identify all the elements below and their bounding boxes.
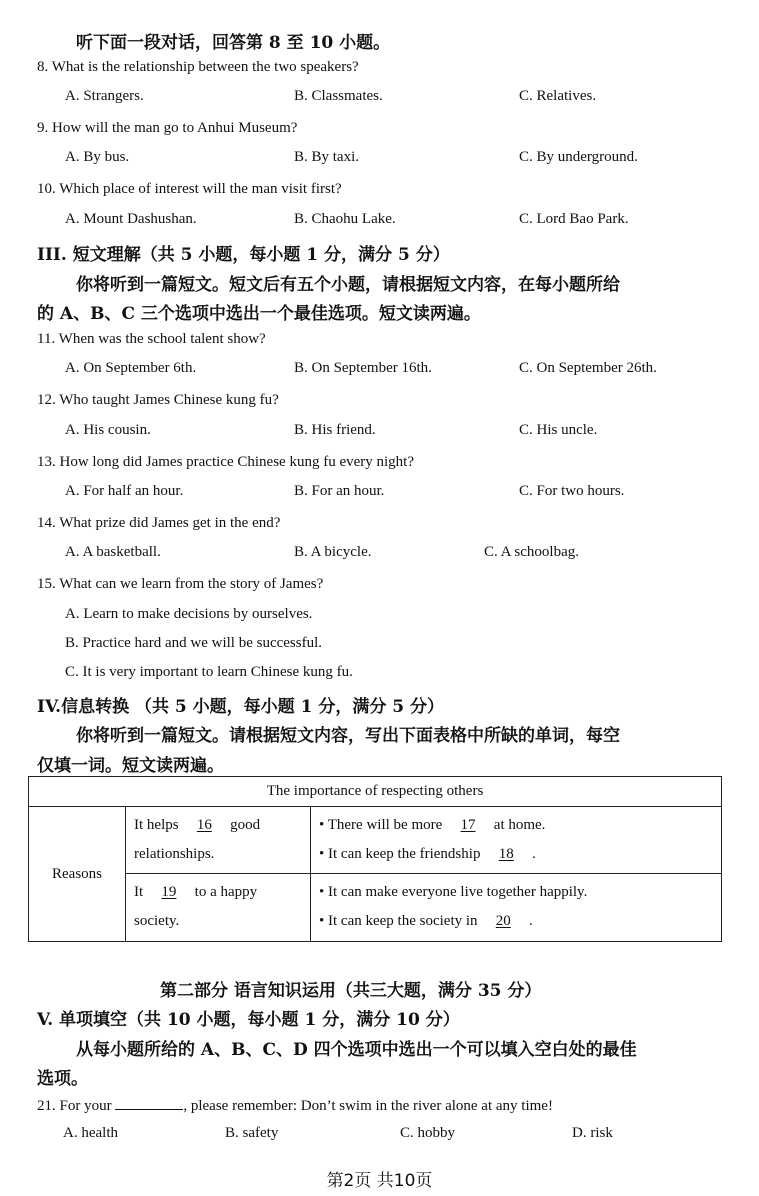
part3-instruction-1: 你将听到一篇短文。短文后有五个小题，请根据短文内容，在每小题所给 <box>76 275 620 295</box>
reason-1-details-cell <box>311 807 722 874</box>
q21-stem-a: 21. For your <box>37 1098 112 1114</box>
q10-option-a: A. Mount Dashushan. <box>65 211 197 227</box>
q15-option-a: A. Learn to make decisions by ourselves. <box>65 606 313 622</box>
question-15: 15. What can we learn from the story of James? <box>37 576 324 592</box>
detail-4-text: • It can keep the society in <box>319 913 478 929</box>
question-14: 14. What prize did James get in the end? <box>37 515 281 531</box>
q9-option-a: A. By bus. <box>65 149 130 165</box>
q21-option-c: C. hobby <box>400 1125 456 1141</box>
q11-option-b: B. On September 16th. <box>294 360 432 376</box>
reason-1-text: It helps <box>134 817 179 833</box>
detail-1-text: • There will be more <box>319 817 443 833</box>
reason-2-text-b: to a happy <box>194 884 258 900</box>
question-12: 12. Who taught James Chinese kung fu? <box>37 392 279 408</box>
blank-18[interactable]: 18 <box>498 846 514 862</box>
table-title <box>29 777 722 807</box>
q11-option-a: A. On September 6th. <box>65 360 197 376</box>
q21-blank[interactable] <box>115 1096 183 1110</box>
q13-option-c: C. For two hours. <box>519 483 625 499</box>
reason-1-cell <box>126 807 311 874</box>
q11-option-c: C. On September 26th. <box>519 360 657 376</box>
q21-option-b: B. safety <box>225 1125 279 1141</box>
reasons-cell <box>29 807 126 942</box>
blank-17[interactable]: 17 <box>460 817 476 833</box>
question-8: 8. What is the relationship between the two speakers? <box>37 59 359 75</box>
q21-option-a: A. health <box>63 1125 118 1141</box>
q8-option-a: A. Strangers. <box>65 88 144 104</box>
q14-option-c: C. A schoolbag. <box>484 544 580 560</box>
question-11: 11. When was the school talent show? <box>37 331 266 347</box>
part4-instruction-2: 仅填一词。短文读两遍。 <box>37 756 224 776</box>
q9-option-b: B. By taxi. <box>294 149 360 165</box>
q12-option-c: C. His uncle. <box>519 422 598 438</box>
table-title-text: The importance of respecting others <box>266 783 484 799</box>
q21-stem-b: , please remember: Don’t swim in the river alone at any time! <box>183 1098 553 1114</box>
q13-option-b: B. For an hour. <box>294 483 385 499</box>
part5-title: V. 单项填空（共 10 小题，每小题 1 分，满分 10 分） <box>37 1010 460 1030</box>
reason-2-text-c: society. <box>134 913 180 929</box>
detail-2-text-b: . <box>531 846 536 862</box>
q9-option-c: C. By underground. <box>519 149 638 165</box>
q15-option-b: B. Practice hard and we will be successful. <box>65 635 322 651</box>
detail-1-text-b: at home. <box>493 817 546 833</box>
q14-option-a: A. A basketball. <box>65 544 161 560</box>
detail-2-text: • It can keep the friendship <box>319 846 481 862</box>
q8-option-b: B. Classmates. <box>294 88 383 104</box>
part5-instruction-1: 从每小题所给的 A、B、C、D 四个选项中选出一个可以填入空白处的最佳 <box>76 1040 637 1060</box>
q15-option-c: C. It is very important to learn Chinese kung fu. <box>65 664 353 680</box>
q10-option-b: B. Chaohu Lake. <box>294 211 396 227</box>
question-21 <box>37 1096 553 1115</box>
q12-option-a: A. His cousin. <box>65 422 151 438</box>
blank-19[interactable]: 19 <box>161 884 177 900</box>
reason-1-text-b: good <box>230 817 261 833</box>
detail-3-text: • It can make everyone live together happily. <box>319 884 588 900</box>
page-footer: 第2页 共10页 <box>326 1171 433 1191</box>
q14-option-b: B. A bicycle. <box>294 544 372 560</box>
info-table <box>28 776 722 942</box>
question-13: 13. How long did James practice Chinese kung fu every night? <box>37 454 414 470</box>
question-9: 9. How will the man go to Anhui Museum? <box>37 120 298 136</box>
reasons-label: Reasons <box>52 865 102 882</box>
part4-title: IV.信息转换 （共 5 小题，每小题 1 分，满分 5 分） <box>37 697 445 717</box>
part5-instruction-2: 选项。 <box>37 1069 88 1089</box>
q8-option-c: C. Relatives. <box>519 88 597 104</box>
part4-instruction-1: 你将听到一篇短文。请根据短文内容，写出下面表格中所缺的单词，每空 <box>76 726 620 746</box>
detail-4-text-b: . <box>529 913 533 929</box>
blank-20[interactable]: 20 <box>495 913 511 929</box>
q12-option-b: B. His friend. <box>294 422 376 438</box>
blank-16[interactable]: 16 <box>196 817 212 833</box>
reason-1-text-c: relationships. <box>134 846 215 862</box>
reason-2-text: It <box>134 884 144 900</box>
reason-2-cell <box>126 874 311 942</box>
part2-title: 第二部分 语言知识运用（共三大题，满分 35 分） <box>160 981 542 1001</box>
q10-option-c: C. Lord Bao Park. <box>519 211 629 227</box>
section-intro: 听下面一段对话，回答第 8 至 10 小题。 <box>76 33 391 53</box>
reason-2-details-cell <box>311 874 722 942</box>
question-10: 10. Which place of interest will the man visit first? <box>37 181 342 197</box>
part3-title: III. 短文理解（共 5 小题，每小题 1 分，满分 5 分） <box>37 245 450 265</box>
q21-option-d: D. risk <box>572 1125 613 1141</box>
part3-instruction-2: 的 A、B、C 三个选项中选出一个最佳选项。短文读两遍。 <box>37 304 481 324</box>
q13-option-a: A. For half an hour. <box>65 483 184 499</box>
